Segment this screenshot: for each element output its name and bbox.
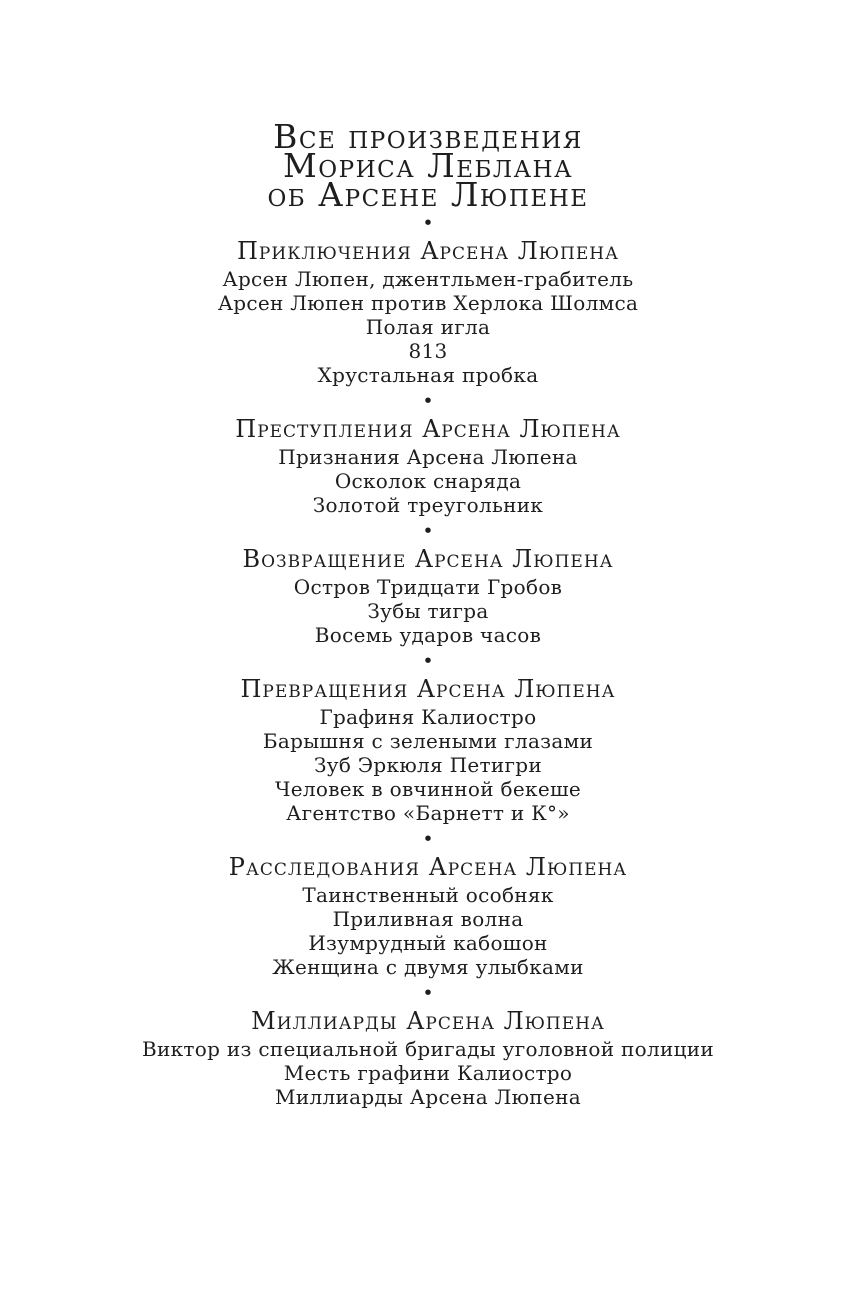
section-heading: Приключения Арсена Люпена [237, 237, 619, 265]
book-title: Агентство «Барнетт и К°» [286, 801, 570, 825]
book-title: Арсен Люпен против Херлока Шолмса [217, 291, 639, 315]
separator-dot: • [422, 390, 434, 412]
section-adventures [0, 237, 856, 387]
series-title-line: об Арсене Люпене [267, 175, 589, 214]
book-title: Барышня с зелеными глазами [262, 729, 594, 753]
series-title [0, 117, 856, 214]
series-title-line: Мориса Леблана [282, 146, 573, 185]
book-title: Графиня Калиостро [319, 705, 537, 729]
book-title: Золотой треугольник [312, 493, 544, 517]
separator-dot: • [422, 982, 434, 1004]
book-title: Таинственный особняк [302, 883, 554, 907]
separator-dot: • [422, 520, 434, 542]
book-title: Человек в овчинной бекеше [275, 777, 581, 801]
book-title: Миллиарды Арсена Люпена [275, 1085, 581, 1109]
book-title: Арсен Люпен, джентльмен-грабитель [222, 267, 634, 291]
book-title: Изумрудный кабошон [308, 931, 548, 955]
book-title: Полая игла [365, 315, 491, 339]
book-title: Зуб Эркюля Петигри [313, 753, 542, 777]
book-title: Хрустальная пробка [317, 363, 539, 387]
section-heading: Миллиарды Арсена Люпена [251, 1007, 605, 1035]
section-heading: Превращения Арсена Люпена [240, 675, 616, 703]
book-title: Осколок снаряда [334, 469, 522, 493]
book-title: Приливная волна [332, 907, 524, 931]
section-heading: Возвращение Арсена Люпена [242, 545, 614, 573]
book-title: Признания Арсена Люпена [278, 445, 578, 469]
section-heading: Преступления Арсена Люпена [235, 415, 621, 443]
section-return [0, 545, 856, 647]
book-title: Месть графини Калиостро [283, 1061, 573, 1085]
section-crimes [0, 415, 856, 517]
section-transformations [0, 675, 856, 825]
book-title: Восемь ударов часов [314, 623, 542, 647]
separator-dot: • [422, 828, 434, 850]
book-title: Зубы тигра [367, 599, 489, 623]
book-title: Остров Тридцати Гробов [293, 575, 563, 599]
separator-dot: • [422, 650, 434, 672]
series-title-line: Все произведения [273, 117, 583, 156]
book-title: Женщина с двумя улыбками [272, 955, 584, 979]
separator-dot: • [422, 212, 434, 234]
section-heading: Расследования Арсена Люпена [228, 853, 628, 881]
section-billions [0, 1007, 856, 1109]
section-investigations [0, 853, 856, 979]
book-title: Виктор из специальной бригады уголовной полиции [141, 1037, 715, 1061]
book-title: 813 [408, 339, 448, 363]
